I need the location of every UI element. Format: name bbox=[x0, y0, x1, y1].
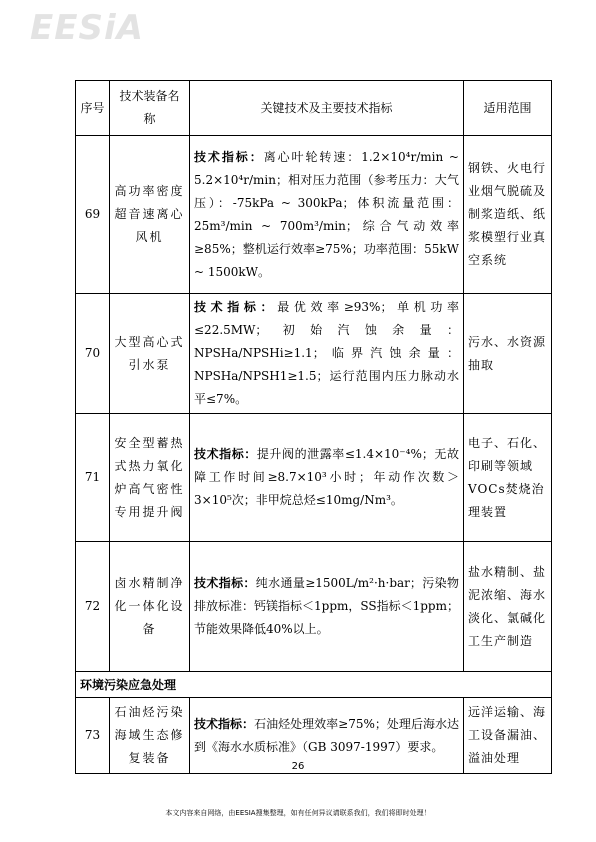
row-desc-text: 离心叶轮转速：1.2×10⁴r/min ~ 5.2×10⁴r/min；相对压力范围（参考压力：大气压）：-75kPa ~ 300kPa；体积流量范围：25m³/min ~ 700m³/min；综合气动效率≥85%；整机运行效率≥75%；功率范围：55kW ~ 1500kW。 bbox=[194, 149, 459, 279]
table-row bbox=[76, 136, 552, 294]
table-row bbox=[76, 542, 552, 672]
row-desc-label: 技术指标： bbox=[194, 716, 255, 731]
header-desc: 关键技术及主要技术指标 bbox=[190, 81, 464, 136]
row-desc-label: 技术指标： bbox=[194, 447, 257, 461]
row-scope: 污水、水资源抽取 bbox=[464, 294, 552, 414]
row-num: 72 bbox=[76, 542, 110, 672]
row-desc-text: 纯水通量≥1500L/m²·h·bar；污染物排放标准：钙镁指标＜1ppm，SS指标＜1ppm；节能效果降低40%以上。 bbox=[194, 576, 459, 636]
page-number: 26 bbox=[291, 761, 305, 772]
row-scope: 钢铁、火电行业烟气脱硫及制浆造纸、纸浆模塑行业真空系统 bbox=[464, 136, 552, 294]
header-scope: 适用范围 bbox=[464, 81, 552, 136]
eesia-logo: EESiA bbox=[30, 8, 144, 48]
row-name: 安全型蓄热式热力氧化炉高气密性专用提升阀 bbox=[110, 414, 190, 542]
row-desc-text: 石油烃处理效率≥75%；处理后海水达到《海水水质标准》（GB 3097-1997）要求。 bbox=[194, 716, 459, 754]
row-num: 69 bbox=[76, 136, 110, 294]
row-desc-label: 技术指标： bbox=[194, 576, 256, 590]
row-num: 73 bbox=[76, 698, 110, 774]
section-row bbox=[76, 672, 552, 698]
row-num: 71 bbox=[76, 414, 110, 542]
row-desc-label: 技术指标： bbox=[194, 300, 278, 314]
row-name: 卤水精制净化一体化设备 bbox=[110, 542, 190, 672]
header-num: 序号 bbox=[76, 81, 110, 136]
row-desc bbox=[190, 136, 464, 294]
row-desc bbox=[190, 294, 464, 414]
row-name: 石油烃污染海域生态修复装备 bbox=[110, 698, 190, 774]
table-row bbox=[76, 294, 552, 414]
header-name: 技术装备名称 bbox=[110, 81, 190, 136]
row-num: 70 bbox=[76, 294, 110, 414]
row-desc bbox=[190, 542, 464, 672]
row-scope: 盐水精制、盐泥浓缩、海水淡化、氯碱化工生产制造 bbox=[464, 542, 552, 672]
section-heading: 环境污染应急处理 bbox=[76, 672, 552, 698]
row-desc-text: 最优效率≥93%；单机功率≤22.5MW；初始汽蚀余量：NPSHa/NPSHi≥1.1；临界汽蚀余量：NPSHa/NPSH1≥1.5；运行范围内压力脉动水平≤7%。 bbox=[194, 300, 459, 406]
row-desc bbox=[190, 414, 464, 542]
row-scope: 电子、石化、印刷等领域VOCs焚烧治理装置 bbox=[464, 414, 552, 542]
row-desc-label: 技术指标： bbox=[194, 149, 264, 164]
row-name: 高功率密度超音速离心风机 bbox=[110, 136, 190, 294]
tech-equipment-table bbox=[75, 80, 552, 774]
row-desc-text: 提升阀的泄露率≤1.4×10⁻⁴%；无故障工作时间≥8.7×10³小时；年动作次数＞3×10⁵次；非甲烷总烃≤10mg/Nm³。 bbox=[194, 447, 459, 507]
table-row bbox=[76, 414, 552, 542]
footer-disclaimer: 本文内容来自网络，由EESIA搜集整理，如有任何异议请联系我们，我们将即时处理！ bbox=[165, 809, 431, 817]
row-scope: 远洋运输、海工设备漏油、溢油处理 bbox=[464, 698, 552, 774]
table-header-row bbox=[76, 81, 552, 136]
row-name: 大型高心式引水泵 bbox=[110, 294, 190, 414]
